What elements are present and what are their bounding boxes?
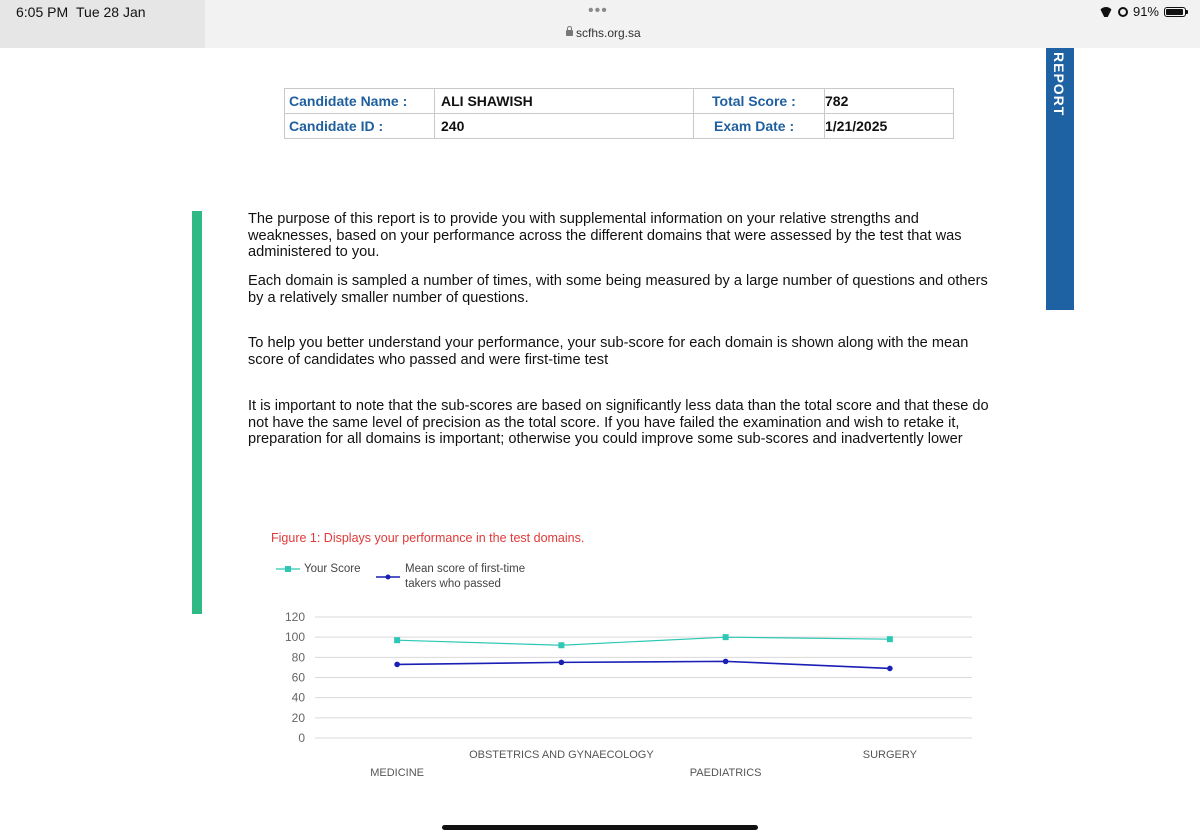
battery-percent: 91%: [1132, 4, 1159, 19]
y-tick-label: 40: [291, 690, 305, 705]
series-line-your-score: [397, 637, 890, 645]
home-indicator[interactable]: [442, 825, 758, 830]
total-score-label: Total Score :: [694, 89, 825, 114]
x-tick-label: PAEDIATRICS: [689, 767, 762, 779]
table-row: [285, 89, 954, 114]
data-point-your-score: [558, 642, 564, 648]
paragraph-note: It is important to note that the sub-scores are based on significantly less data than the total score and that these do not have the same level of precision as the total score. If you have failed the examination and wish to retake it, preparation for all domains is important; otherwise you could improve some sub-scores and inadvertently lower: [248, 398, 989, 447]
alarm-icon: [1118, 7, 1128, 17]
data-point-your-score: [723, 634, 729, 640]
exam-date-value: 1/21/2025: [825, 114, 954, 139]
report-tab-label: REPORT: [1051, 52, 1067, 117]
data-point-mean-score: [887, 666, 893, 672]
x-tick-label: OBSTETRICS AND GYNAECOLOGY: [469, 749, 654, 761]
legend-your-score: Your Score: [304, 563, 361, 575]
paragraph-purpose: The purpose of this report is to provide you with supplemental information on your relative strengths and weaknesses, based on your performance across the different domains that were assessed by the test that was administered to you.: [248, 211, 962, 260]
data-point-your-score: [394, 637, 400, 643]
status-right: [1099, 4, 1186, 19]
data-point-mean-score: [723, 659, 729, 665]
total-score-value: 782: [825, 89, 954, 114]
candidate-info-table: [284, 88, 954, 139]
y-tick-label: 120: [284, 610, 305, 624]
battery-icon: [1164, 7, 1186, 17]
status-date: Tue 28 Jan: [76, 4, 146, 20]
table-row: [285, 114, 954, 139]
y-tick-label: 20: [291, 710, 305, 725]
legend-your-score-swatch: [276, 563, 300, 575]
x-tick-label: MEDICINE: [370, 767, 425, 779]
figure-caption: Figure 1: Displays your performance in the test domains.: [271, 531, 585, 545]
candidate-id-label: Candidate ID :: [285, 114, 435, 139]
x-tick-label: SURGERY: [862, 749, 917, 761]
line-chart: [270, 605, 980, 785]
candidate-name-label: Candidate Name :: [285, 89, 435, 114]
candidate-name-value: ALI SHAWISH: [435, 89, 694, 114]
y-tick-label: 0: [298, 731, 305, 745]
y-tick-label: 80: [291, 650, 305, 665]
y-tick-label: 60: [291, 670, 305, 685]
series-line-mean-score: [397, 661, 890, 668]
status-bar: [0, 0, 1200, 48]
data-point-your-score: [887, 636, 893, 642]
lock-icon: [566, 30, 573, 36]
report-tab: [1046, 48, 1074, 310]
data-point-mean-score: [559, 660, 565, 666]
green-accent-bar: [192, 211, 202, 614]
exam-date-label: Exam Date :: [694, 114, 825, 139]
candidate-id-value: 240: [435, 114, 694, 139]
wifi-icon: [1099, 7, 1113, 17]
more-dots-icon[interactable]: •••: [588, 2, 608, 19]
legend-mean-score-swatch: [376, 571, 400, 583]
status-time: 6:05 PM: [16, 4, 69, 20]
url-text: scfhs.org.sa: [576, 26, 641, 40]
y-tick-label: 100: [284, 630, 305, 645]
data-point-mean-score: [394, 662, 400, 668]
legend-mean-score: Mean score of first-time takers who passed: [405, 563, 526, 590]
paragraph-subscore: To help you better understand your performance, your sub-score for each domain is shown along with the mean score of candidates who passed and were first-time test: [248, 335, 969, 368]
address-bar[interactable]: [566, 26, 641, 40]
paragraph-sampling: Each domain is sampled a number of times, with some being measured by a large number of questions and others by a relatively smaller number of questions.: [248, 273, 988, 306]
